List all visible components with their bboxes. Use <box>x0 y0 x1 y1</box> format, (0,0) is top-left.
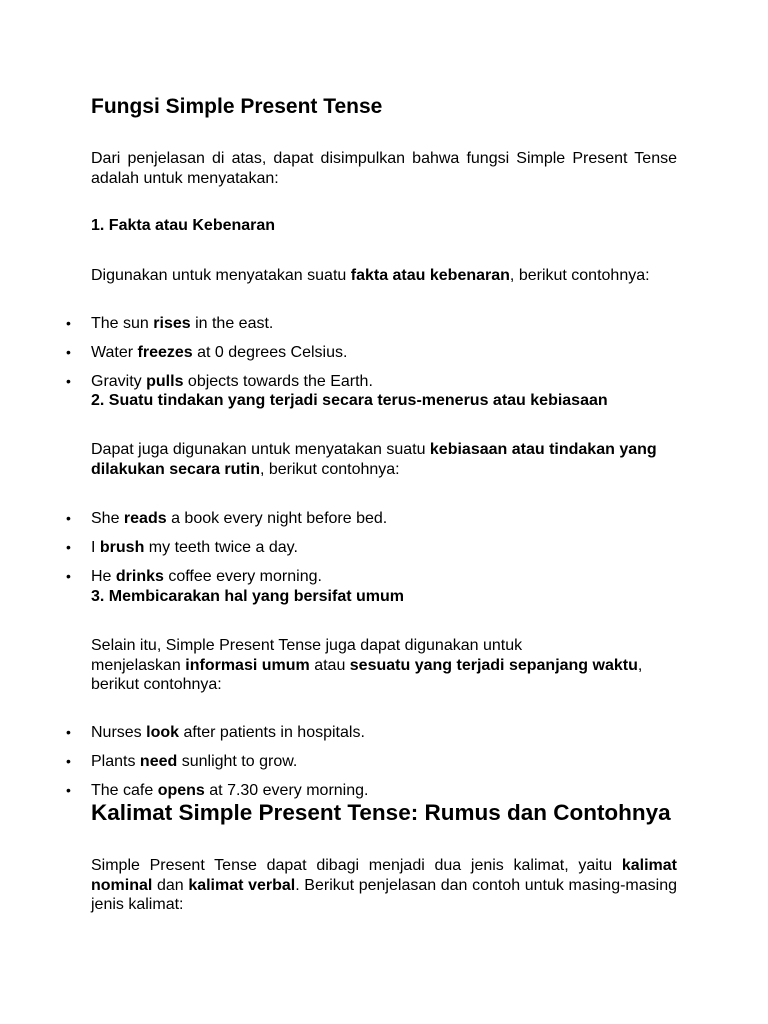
list-item: • She reads a book every night before bed. <box>91 509 677 529</box>
list-item: • He drinks coffee every morning. <box>91 567 677 587</box>
outro-paragraph: Simple Present Tense dapat dibagi menjadi dua jenis kalimat, yaitu kalimat nominal dan kalimat verbal. Berikut penjelasan dan contoh untuk masing-masing jenis kalimat: <box>91 857 678 913</box>
list-item: • Nurses look after patients in hospitals. <box>91 723 677 743</box>
section-3-description: Selain itu, Simple Present Tense juga dapat digunakan untuk menjelaskan informasi umum atau sesuatu yang terjadi sepanjang waktu, berikut contohnya: <box>91 637 643 693</box>
section-1-heading: 1. Fakta atau Kebenaran <box>91 217 276 234</box>
section-title: Kalimat Simple Present Tense: Rumus dan Contohnya <box>91 800 671 825</box>
list-item: • Plants need sunlight to grow. <box>91 752 677 772</box>
list-item: • The cafe opens at 7.30 every morning. <box>91 781 677 801</box>
list-item: • Water freezes at 0 degrees Celsius. <box>91 343 677 363</box>
section-2-heading: 2. Suatu tindakan yang terjadi secara terus-menerus atau kebiasaan <box>91 392 608 409</box>
intro-paragraph: Dari penjelasan di atas, dapat disimpulkan bahwa fungsi Simple Present Tense adalah untuk menyatakan: <box>91 150 677 187</box>
section-2-description: Dapat juga digunakan untuk menyatakan suatu kebiasaan atau tindakan yang dilakukan secara rutin, berikut contohnya: <box>91 441 657 478</box>
list-item: • The sun rises in the east. <box>91 314 677 334</box>
section-1-description: Digunakan untuk menyatakan suatu fakta atau kebenaran, berikut contohnya: <box>91 267 650 284</box>
page-title: Fungsi Simple Present Tense <box>91 95 383 118</box>
list-item: • I brush my teeth twice a day. <box>91 538 677 558</box>
section-3-heading: 3. Membicarakan hal yang bersifat umum <box>91 588 404 605</box>
list-item: • Gravity pulls objects towards the Earth. <box>91 372 677 392</box>
